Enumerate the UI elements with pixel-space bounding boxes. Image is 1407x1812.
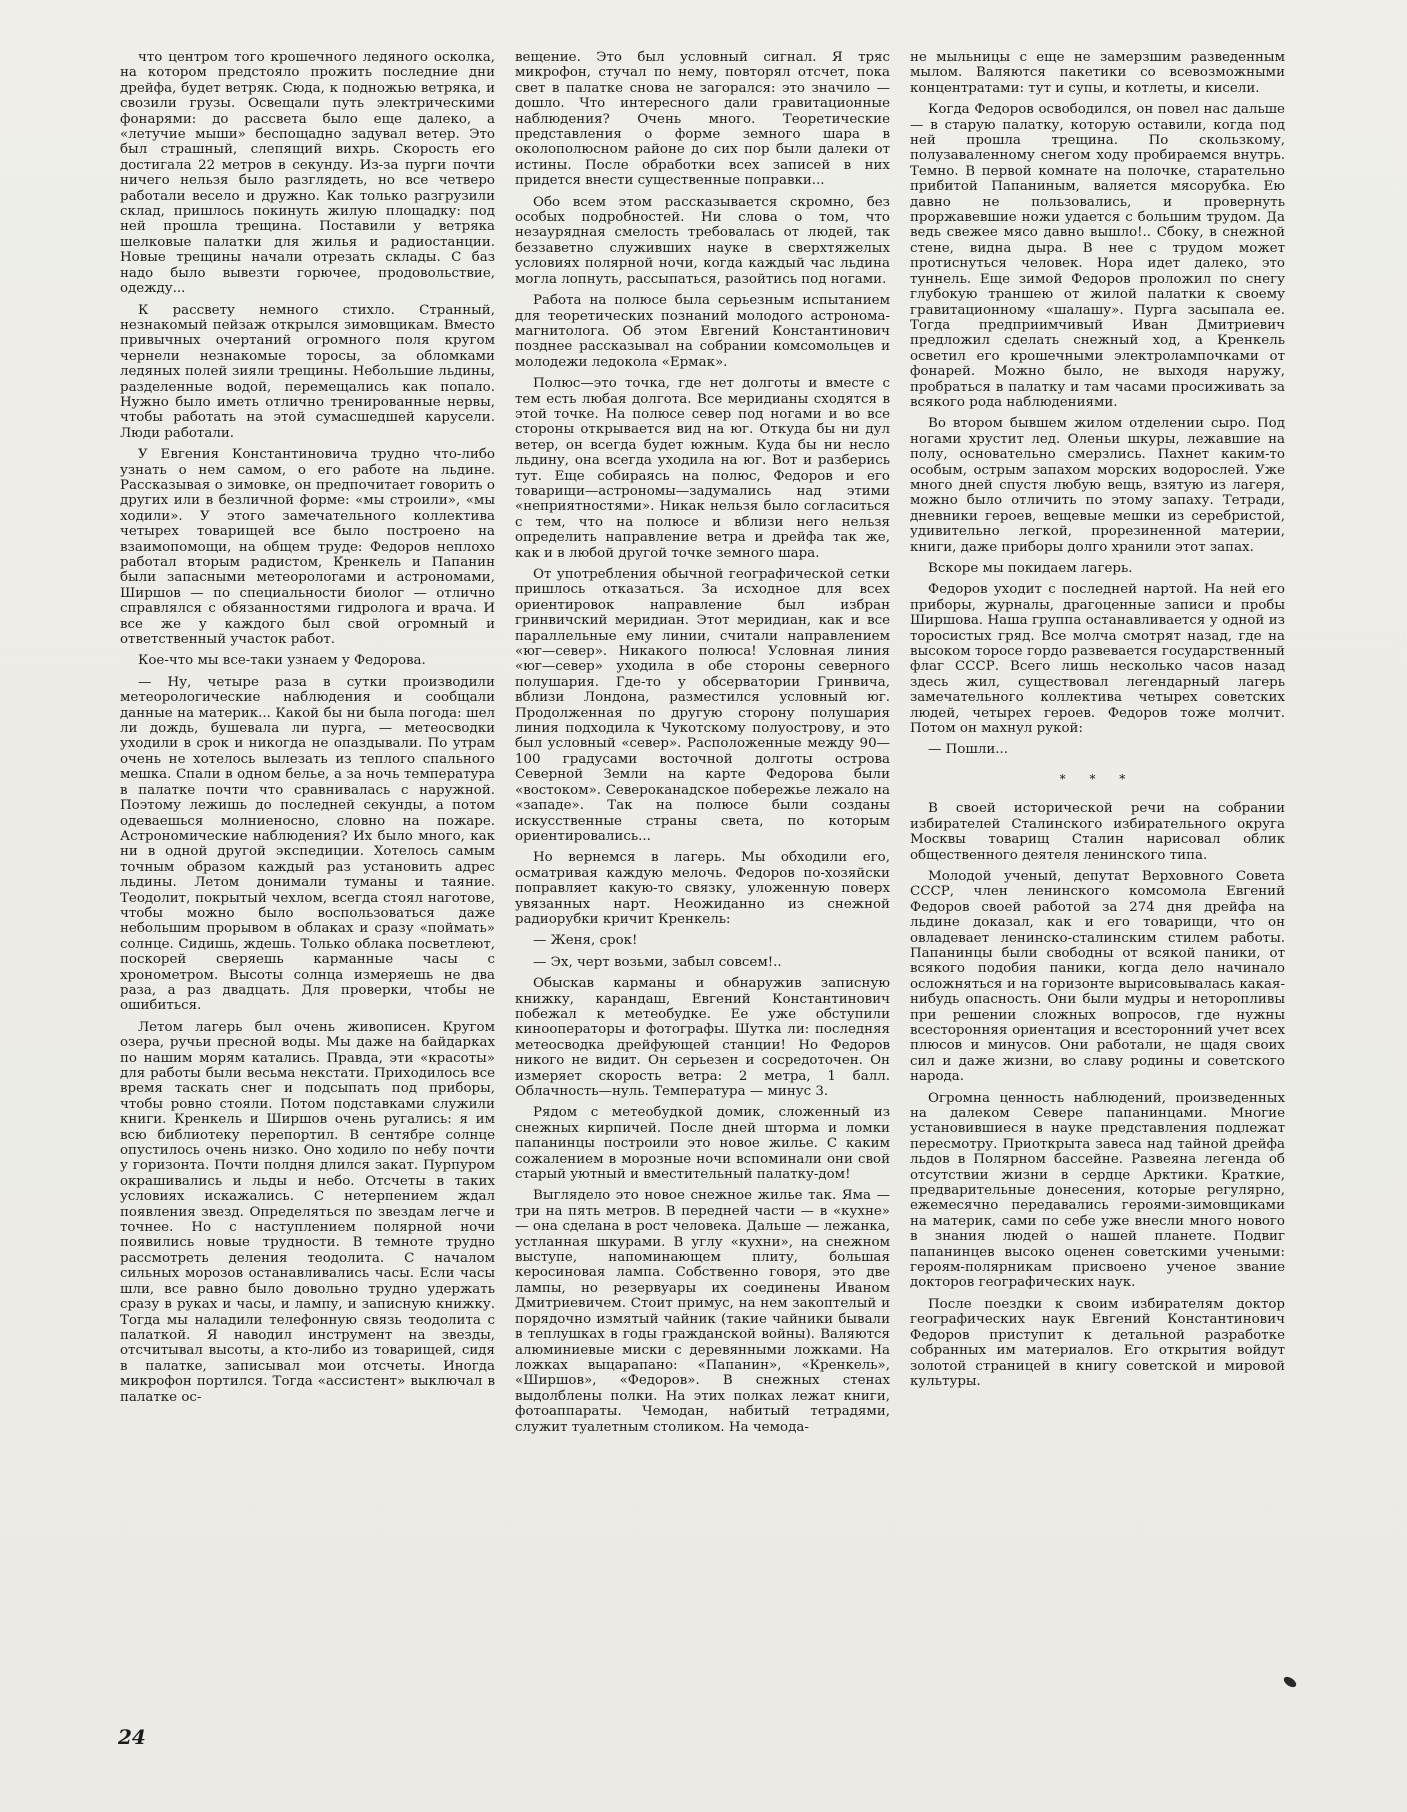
article-paragraph: Кое-что мы все-таки узнаем у Федорова. (138, 653, 426, 669)
article-paragraph: От употребления обычной географической сетки пришлось отказаться. За исходное для всех ориентировок направление был избран гринвичский меридиан. Этот меридиан, как и все параллельные ему линии, считали направлением «юг—север». Никакого полюса! Условная линия «юг—север» уходила в обе стороны северного полушария. Где-то у обсерватории Гринвича, вблизи Лондона, разместился условный юг. Продолженная по другую сторону полушария линия подходила к Чукотскому полуострову, и это был условный «север». Расположенные между 90—100 градусами восточной долготы острова Северной Земли на карте Федорова были «востоком». Североканадское побережье лежало на «западе». Так на полюсе были созданы искусственные страны света, по которым ориентировались... (515, 567, 890, 844)
article-paragraph: Рядом с метеобудкой домик, сложенный из снежных кирпичей. После дней шторма и ломки папанинцы построили это новое жилье. С каким сожалением в морозные ночи вспоминали они свой старый уютный и вместительный палатку-дом! (515, 1105, 890, 1183)
text-column-2 (515, 50, 890, 1730)
article-paragraph: — Пошли... (928, 742, 1009, 758)
article-paragraph: Огромна ценность наблюдений, произведенных на далеком Севере папанинцами. Многие установившиеся в науке представления подлежат пересмотру. Приоткрыта завеса над тайной дрейфа льдов в Полярном бассейне. Развеяна легенда об отсутствии жизни в сердце Арктики. Краткие, предварительные донесения, которые регулярно, ежемесячно передавались героями-зимовщиками на материк, сами по себе уже внесли много нового в знания людей о нашей планете. Подвиг папанинцев высоко оценен советскими учеными: героям-полярникам присвоено ученое звание докторов географических наук. (910, 1090, 1285, 1291)
article-paragraph: не мыльницы с еще не замерзшим разведенным мылом. Валяются пакетики со всевозможными концентратами: тут и супы, и котлеты, и кисели. (910, 50, 1285, 96)
article-paragraph: После поездки к своим избирателям доктор географических наук Евгений Константинович Федоров приступит к детальной разработке собранных им материалов. Его открытия войдут золотой страницей в книгу советской и мировой культуры. (910, 1296, 1285, 1389)
article-paragraph: Вскоре мы покидаем лагерь. (928, 561, 1133, 576)
article-paragraph: Федоров уходит с последней нартой. На ней его приборы, журналы, драгоценные записи и пробы Ширшова. Наша группа останавливается у одной из торосистых гряд. Все молча смотрят назад, где на высоком торосе гордо развевается государственный флаг СССР. Всего лишь несколько часов назад здесь жил, существовал легендарный лагерь замечательного коллектива четырех советских людей, четырех героев. Федоров тоже молчит. Потом он махнул рукой: (910, 582, 1285, 737)
article-paragraph: Работа на полюсе была серьезным испытанием для теоретических познаний молодого астронома-магнитолога. Об этом Евгений Константинович позднее рассказывал на собрании комсомольцев и молодежи ледокола «Ермак». (515, 293, 890, 370)
article-paragraph: что центром того крошечного ледяного осколка, на котором предстояло прожить последние дни дрейфа, будет ветряк. Сюда, к подножью ветряка, и свозили грузы. Освещали путь электрическими фонарями: до рассвета было еще далеко, а «летучие мыши» беспощадно задувал ветер. Это был страшный, слепящий вихрь. Скорость его достигала 22 метров в секунду. Из-за пурги почти ничего нельзя было разглядеть, но все четверо работали весело и дружно. Как только разгрузили склад, пришлось покинуть жилую площадку: под ней прошла трещина. Поставили у ветряка шелковые палатки для жилья и радиостанции. Новые трещины начали отрезать склады. С баз надо было вывезти горючее, продовольствие, одежду... (120, 50, 495, 297)
text-column-3 (910, 50, 1285, 1730)
article-paragraph: Обо всем этом рассказывается скромно, без особых подробностей. Ни слова о том, что незаурядная смелость требовалась от людей, так беззаветно служивших науке в сверхтяжелых условиях полярной ночи, когда каждый час льдина могла лопнуть, рассыпаться, разойтись под ногами. (515, 194, 890, 287)
article-paragraph: У Евгения Константиновича трудно что-либо узнать о нем самом, о его работе на льдине. Рассказывая о зимовке, он предпочитает говорить о других или в безличной форме: «мы строили», «мы ходили». У этого замечательного коллектива четырех товарищей все было построено на взаимопомощи, на общем труде: Федоров неплохо работал вторым радистом, Кренкель и Папанин были запасными метеорологами и астрономами, Ширшов — по специальности биолог — отлично справлялся с обязанностями гидролога и врача. И все же у каждого был свой огромный и ответственный участок работ. (120, 447, 495, 648)
article-paragraph: — Эх, черт возьми, забыл совсем!.. (533, 954, 782, 970)
article-paragraph: Когда Федоров освободился, он повел нас дальше — в старую палатку, которую оставили, когда под ней прошла трещина. По скользкому, полузаваленному снегом ходу пробираемся внутрь. Темно. В первой комнате на полочке, старательно прибитой Папаниным, валяется мясорубка. Ею давно не пользовались, и провернуть проржавевшие ножи удается с большим трудом. Да ведь свежее мясо давно вышло!.. Сбоку, в снежной стене, видна дыра. В нее с трудом может протиснуться человек. Нора идет далеко, это туннель. Еще зимой Федоров проложил по снегу глубокую траншею от жилой палатки к своему гравитационному «шалашу». Пурга засыпала ее. Тогда предприимчивый Иван Дмитриевич предложил сделать снежный ход, а Кренкель осветил его крошечными электролампочками от фонарей. Можно было, не выходя наружу, пробраться в палатку и там часами просиживать за всякого рода наблюдениями. (910, 102, 1285, 410)
article-paragraph: Но вернемся в лагерь. Мы обходили его, осматривая каждую мелочь. Федоров по-хозяйски поправляет какую-то связку, уложенную поверх увязанных нарт. Неожиданно из снежной радиорубки кричит Кренкель: (515, 850, 890, 927)
article-paragraph: Полюс—это точка, где нет долготы и вместе с тем есть любая долгота. Все меридианы сходятся в этой точке. На полюсе север под ногами и во все стороны открывается вид на юг. Откуда бы ни дул ветер, он всегда будет южным. Куда бы ни несло льдину, она всегда уходила на юг. Вот и разберись тут. Еще собираясь на полюс, Федоров и его товарищи—астрономы—задумались над этими «неприятностями». Никак нельзя было согласиться с тем, что на полюсе и вблизи него нельзя определить направление ветра и дрейфа так же, как и в любой другой точке земного шара. (515, 376, 890, 561)
article-paragraph: — Женя, срок! (533, 933, 638, 949)
article-paragraph: вещение. Это был условный сигнал. Я тряс микрофон, стучал по нему, повторял отсчет, пока свет в палатке снова не загорался: это значило — дошло. Что интересного дали гравитационные наблюдения? Очень много. Теоретические представления о форме земного шара в околополюсном районе до сих пор были далеки от истины. После обработки всех записей в них придется внести существенные поправки... (515, 50, 890, 189)
article-paragraph: К рассвету немного стихло. Странный, незнакомый пейзаж открылся зимовщикам. Вместо привычных очертаний огромного поля кругом чернели незнакомые торосы, за обломками ледяных полей зияли трещины. Небольшие льдины, разделенные водой, перемещались как попало. Нужно было иметь отлично тренированные нервы, чтобы работать на этой сумасшедшей карусели. Люди работали. (120, 302, 495, 441)
article-paragraph: В своей исторической речи на собрании избирателей Сталинского избирательного округа Москвы товарищ Сталин нарисовал облик общественного деятеля ленинского типа. (910, 801, 1285, 863)
article-paragraph: Во втором бывшем жилом отделении сыро. Под ногами хрустит лед. Оленьи шкуры, лежавшие на полу, основательно смерзлись. Пахнет каким-то особым, острым запахом морских водорослей. Уже много дней спустя любую вещь, взятую из лагеря, можно было отличить по этому запаху. Тетради, дневники героев, вещевые мешки из серебристой, удивительно легкой, прорезиненной материи, книги, даже приборы долго хранили этот запах. (910, 416, 1285, 555)
section-separator: * * * (1059, 771, 1136, 786)
article-paragraph: Выглядело это новое снежное жилье так. Яма — три на пять метров. В передней части — в «кухне» — она сделана в рост человека. Дальше — лежанка, устланная шкурами. В углу «кухни», на снежном выступе, напоминающем плиту, большая керосиновая лампа. Собственно говоря, это две лампы, но резервуары их соединены Иваном Дмитриевичем. Стоит примус, на нем закоптелый и порядочно измятый чайник (такие чайники бывали в теплушках в годы гражданской войны). Валяются алюминиевые миски с деревянными ложками. На ложках выцарапано: «Папанин», «Кренкель», «Ширшов», «Федоров». В снежных стенах выдолблены полки. На этих полках лежат книги, фотоаппараты. Чемодан, набитый тетрадями, служит туалетным столиком. На чемода- (515, 1188, 890, 1435)
article-paragraph: Молодой ученый, депутат Верховного Совета СССР, член ленинского комсомола Евгений Федоров своей работой за 274 дня дрейфа на льдине доказал, как и его товарищи, что он овладевает ленинско-сталинским стилем работы. Папанинцы были свободны от всякой паники, от всякого подобия паники, когда дело начинало осложняться и на горизонте вырисовывалась какая-нибудь опасность. Они были мудры и неторопливы при решении сложных вопросов, где нужны всесторонняя ориентация и всесторонний учет всех плюсов и минусов. Они работали, не щадя своих сил и даже жизни, во славу родины и советского народа. (910, 868, 1285, 1085)
page-number: 24 (118, 1725, 146, 1749)
article-paragraph: — Ну, четыре раза в сутки производили метеорологические наблюдения и сообщали данные на материк... Какой бы ни была погода: шел ли дождь, бушевала ли пурга, — метеосводки уходили в срок и никогда не опаздывали. По утрам очень не хотелось вылезать из теплого спального мешка. Спали в одном белье, а за ночь температура в палатке почти что сравнивалась с наружной. Поэтому лежишь до последней секунды, а потом одеваешься молниеносно, словно на пожаре. Астрономические наблюдения? Их было много, как ни в одной другой экспедиции. Хотелось самым точным образом каждый раз установить адрес льдины. Летом донимали туманы и таяние. Теодолит, покрытый чехлом, всегда стоял наготове, чтобы можно было воспользоваться даже небольшим прорывом в облаках и сразу «поймать» солнце. Сидишь, ждешь. Только облака посветлеют, поскорей сверяешь карманные часы с хронометром. Высоты солнца измеряешь не два раза, а раз двадцать. Для проверки, чтобы не ошибиться. (120, 674, 495, 1014)
article-paragraph: Обыскав карманы и обнаружив записную книжку, карандаш, Евгений Константинович побежал к метеобудке. Ее уже обступили кинооператоры и фотографы. Шутка ли: последняя метеосводка дрейфующей станции! Но Федоров никого не видит. Он серьезен и сосредоточен. Он измеряет скорость ветра: 2 метра, 1 балл. Облачность—нуль. Температура — минус 3. (515, 976, 890, 1099)
text-column-1 (120, 50, 495, 1730)
article-paragraph: Летом лагерь был очень живописен. Кругом озера, ручьи пресной воды. Мы даже на байдарках по нашим морям катались. Правда, эти «красоты» для работы были весьма некстати. Приходилось все время таскать снег и подсыпать под приборы, чтобы ровно стояли. Потом подставками служили книги. Кренкель и Ширшов очень ругались: я им всю библиотеку перепортил. В сентябре солнце опустилось очень низко. Оно ходило по небу почти у горизонта. Почти полдня длился закат. Пурпуром окрашивались и льды и небо. Отсчеты в таких условиях искажались. С нетерпением ждал появления звезд. Определяться по звездам легче и точнее. Но с наступлением полярной ночи появились новые трудности. В темноте трудно рассмотреть деления теодолита. С началом сильных морозов останавливались часы. Если часы шли, все равно было довольно трудно удержать сразу в руках и часы, и лампу, и записную книжку. Тогда мы наладили телефонную связь теодолита с палаткой. Я наводил инструмент на звезды, отсчитывал высоты, а кто-либо из товарищей, сидя в палатке, записывал мои отсчеты. Иногда микрофон портился. Тогда «ассистент» выключал в палатке ос- (120, 1019, 495, 1405)
